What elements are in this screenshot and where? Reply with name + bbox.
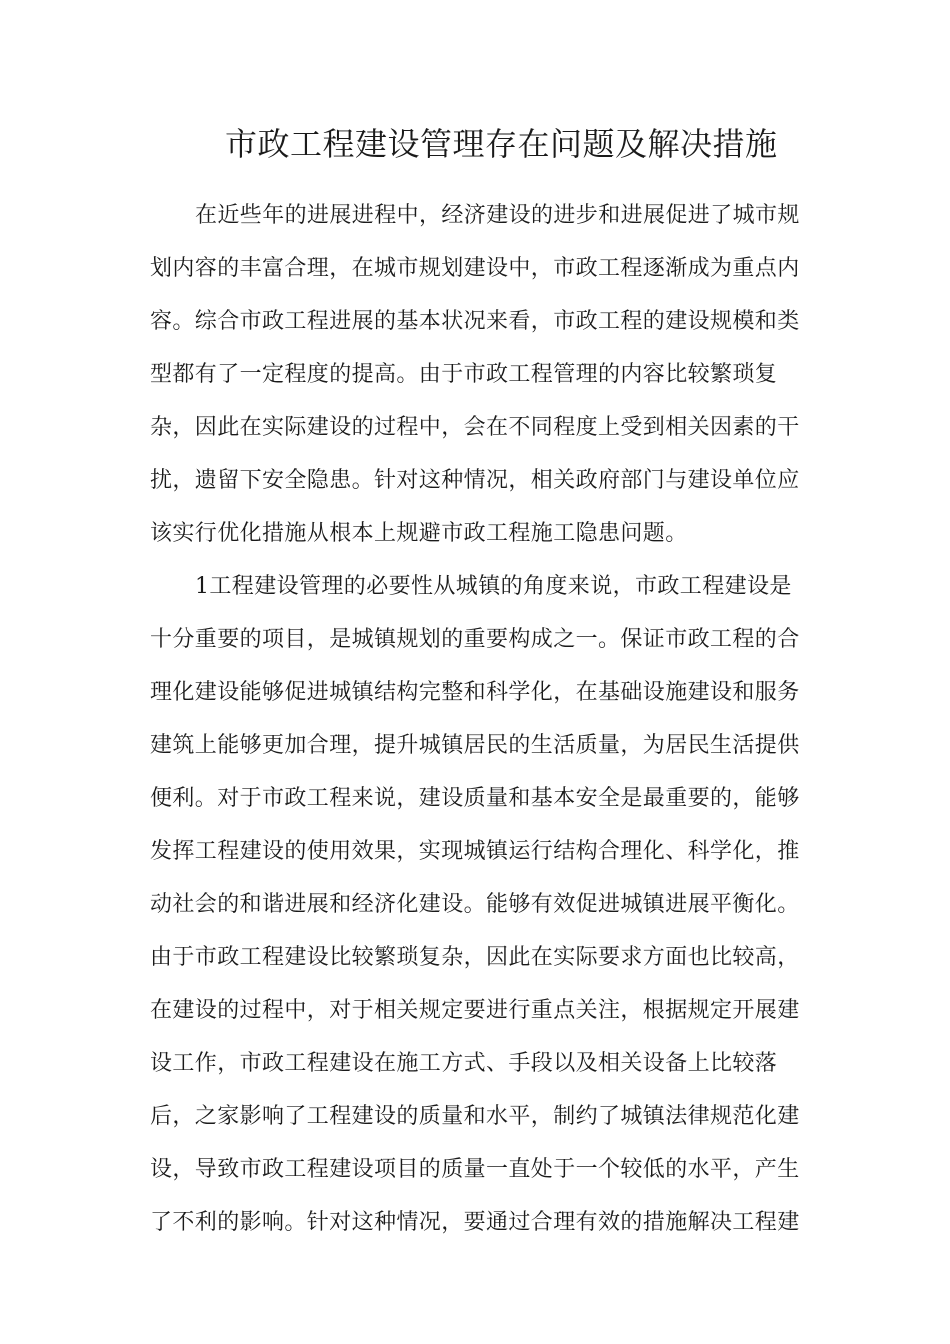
paragraph-2-line-8: 由于市政工程建设比较繁琐复杂，因此在实际要求方面也比较高， bbox=[150, 945, 800, 970]
paragraph-2-line-4: 建筑上能够更加合理，提升城镇居民的生活质量，为居民生活提供 bbox=[150, 733, 800, 758]
paragraph-2-line-10: 设工作，市政工程建设在施工方式、手段以及相关设备上比较落 bbox=[150, 1051, 778, 1076]
document-title: 市政工程建设管理存在问题及解决措施 bbox=[225, 125, 778, 163]
paragraph-1-line-3: 容。综合市政工程进展的基本状况来看，市政工程的建设规模和类 bbox=[150, 309, 800, 334]
paragraph-1-line-1: 在近些年的进展进程中，经济建设的进步和进展促进了城市规 bbox=[195, 203, 800, 228]
paragraph-2-line-13: 了不利的影响。针对这种情况，要通过合理有效的措施解决工程建 bbox=[150, 1210, 800, 1235]
paragraph-1-line-2: 划内容的丰富合理，在城市规划建设中，市政工程逐渐成为重点内 bbox=[150, 256, 800, 281]
paragraph-2-line-1: 1工程建设管理的必要性从城镇的角度来说，市政工程建设是 bbox=[195, 574, 792, 599]
paragraph-2-line-9: 在建设的过程中，对于相关规定要进行重点关注，根据规定开展建 bbox=[150, 998, 800, 1023]
paragraph-2-line-2: 十分重要的项目，是城镇规划的重要构成之一。保证市政工程的合 bbox=[150, 627, 800, 652]
paragraph-2-line-3: 理化建设能够促进城镇结构完整和科学化，在基础设施建设和服务 bbox=[150, 680, 800, 705]
paragraph-1-line-6: 扰，遗留下安全隐患。针对这种情况，相关政府部门与建设单位应 bbox=[150, 468, 800, 493]
paragraph-1-line-5: 杂，因此在实际建设的过程中，会在不同程度上受到相关因素的干 bbox=[150, 415, 800, 440]
paragraph-2-line-6: 发挥工程建设的使用效果，实现城镇运行结构合理化、科学化，推 bbox=[150, 839, 800, 864]
paragraph-1-line-4: 型都有了一定程度的提高。由于市政工程管理的内容比较繁琐复 bbox=[150, 362, 778, 387]
paragraph-2-line-11: 后，之家影响了工程建设的质量和水平，制约了城镇法律规范化建 bbox=[150, 1104, 800, 1129]
paragraph-2-line-5: 便利。对于市政工程来说，建设质量和基本安全是最重要的，能够 bbox=[150, 786, 800, 811]
paragraph-2-line-12: 设，导致市政工程建设项目的质量一直处于一个较低的水平，产生 bbox=[150, 1157, 800, 1182]
paragraph-1-line-7: 该实行优化措施从根本上规避市政工程施工隐患问题。 bbox=[150, 521, 688, 546]
paragraph-2-line-7: 动社会的和谐进展和经济化建设。能够有效促进城镇进展平衡化。 bbox=[150, 892, 800, 917]
